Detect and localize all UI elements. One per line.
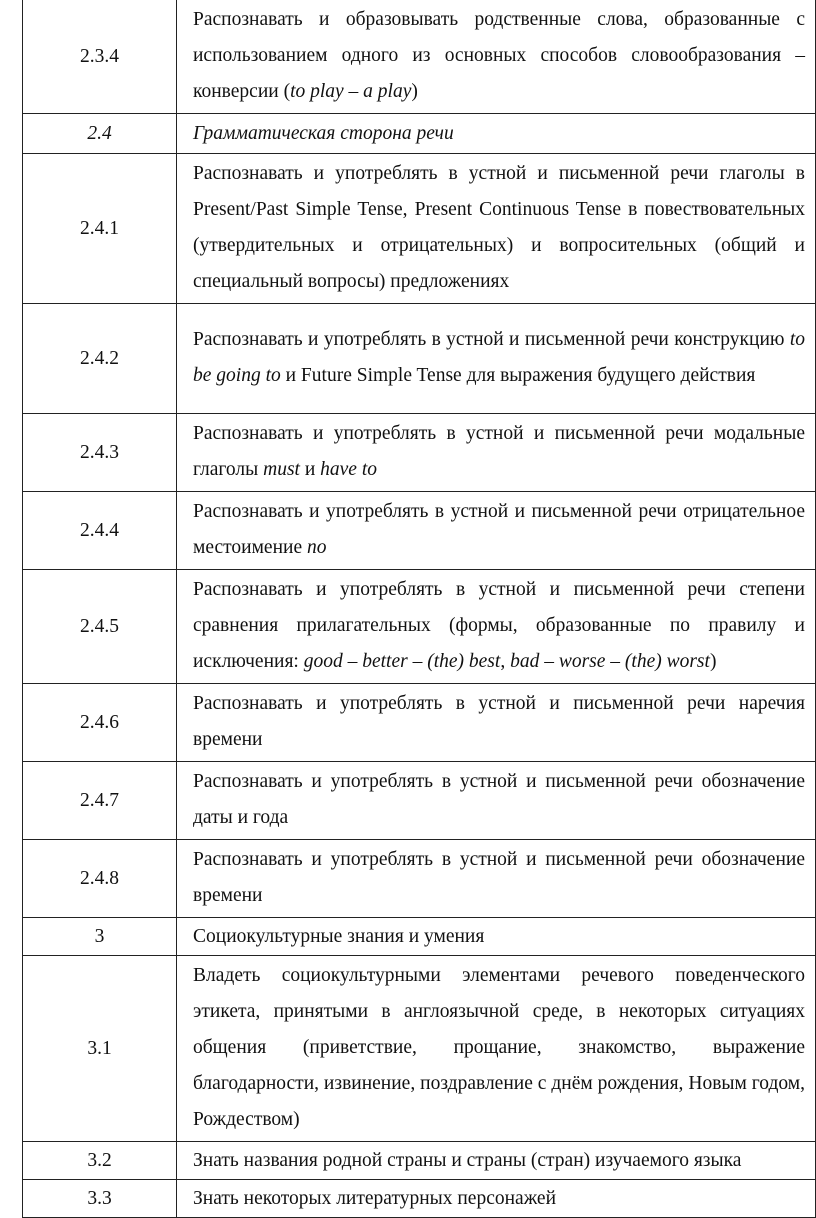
- row-description: Распознавать и употреблять в устной и письменной речи глаголы в Present/Past Simple Tense, Present Continuous Tense в повествовательных (утвердительных и отрицательных) и вопросительных (общий и специальный вопросы) предложениях: [177, 154, 816, 304]
- row-code: 2.4.1: [23, 154, 177, 304]
- row-description: Распознавать и образовывать родственные слова, образованные с использованием одного из основных способов словообразования – конверсии (to play – a play): [177, 0, 816, 114]
- row-code: 2.4.4: [23, 492, 177, 570]
- table-row: [23, 154, 816, 304]
- row-code: 2.4.6: [23, 684, 177, 762]
- row-description: Распознавать и употреблять в устной и письменной речи обозначение даты и года: [177, 762, 816, 840]
- row-description: Грамматическая сторона речи: [177, 114, 816, 154]
- row-code: 2.4.3: [23, 414, 177, 492]
- table-row: [23, 0, 816, 114]
- row-description: Распознавать и употреблять в устной и письменной речи конструкцию to be going to и Future Simple Tense для выражения будущего действия: [177, 304, 816, 414]
- row-description: Социокультурные знания и умения: [177, 918, 816, 956]
- row-description: Владеть социокультурными элементами речевого поведенческого этикета, принятыми в англоязычной среде, в некоторых ситуациях общения (приветствие, прощание, знакомство, выражение благодарности, извинение, поздравление с днём рождения, Новым годом, Рождеством): [177, 956, 816, 1142]
- row-description: Знать названия родной страны и страны (стран) изучаемого языка: [177, 1142, 816, 1180]
- table-row: [23, 304, 816, 414]
- curriculum-table: [22, 0, 816, 1218]
- row-code: 2.4.7: [23, 762, 177, 840]
- row-code: 3: [23, 918, 177, 956]
- row-code: 2.4.5: [23, 570, 177, 684]
- row-code: 2.4: [23, 114, 177, 154]
- table-row: [23, 684, 816, 762]
- table-row: [23, 840, 816, 918]
- table-row: [23, 570, 816, 684]
- row-description: Распознавать и употреблять в устной и письменной речи степени сравнения прилагательных (формы, образованные по правилу и исключения: good – better – (the) best, bad – worse – (the) worst): [177, 570, 816, 684]
- table-row: [23, 1180, 816, 1218]
- table-row: [23, 762, 816, 840]
- row-description: Распознавать и употреблять в устной и письменной речи обозначение времени: [177, 840, 816, 918]
- table-row: [23, 492, 816, 570]
- row-code: 2.4.2: [23, 304, 177, 414]
- row-code: 2.4.8: [23, 840, 177, 918]
- table-row: [23, 1142, 816, 1180]
- row-code: 3.1: [23, 956, 177, 1142]
- row-description: Распознавать и употреблять в устной и письменной речи модальные глаголы must и have to: [177, 414, 816, 492]
- row-code: 3.3: [23, 1180, 177, 1218]
- row-code: 3.2: [23, 1142, 177, 1180]
- row-description: Знать некоторых литературных персонажей: [177, 1180, 816, 1218]
- table-row: [23, 414, 816, 492]
- table-row: [23, 956, 816, 1142]
- row-code: 2.3.4: [23, 0, 177, 114]
- section-heading-row: [23, 918, 816, 956]
- section-heading-row: [23, 114, 816, 154]
- row-description: Распознавать и употреблять в устной и письменной речи отрицательное местоимение no: [177, 492, 816, 570]
- row-description: Распознавать и употреблять в устной и письменной речи наречия времени: [177, 684, 816, 762]
